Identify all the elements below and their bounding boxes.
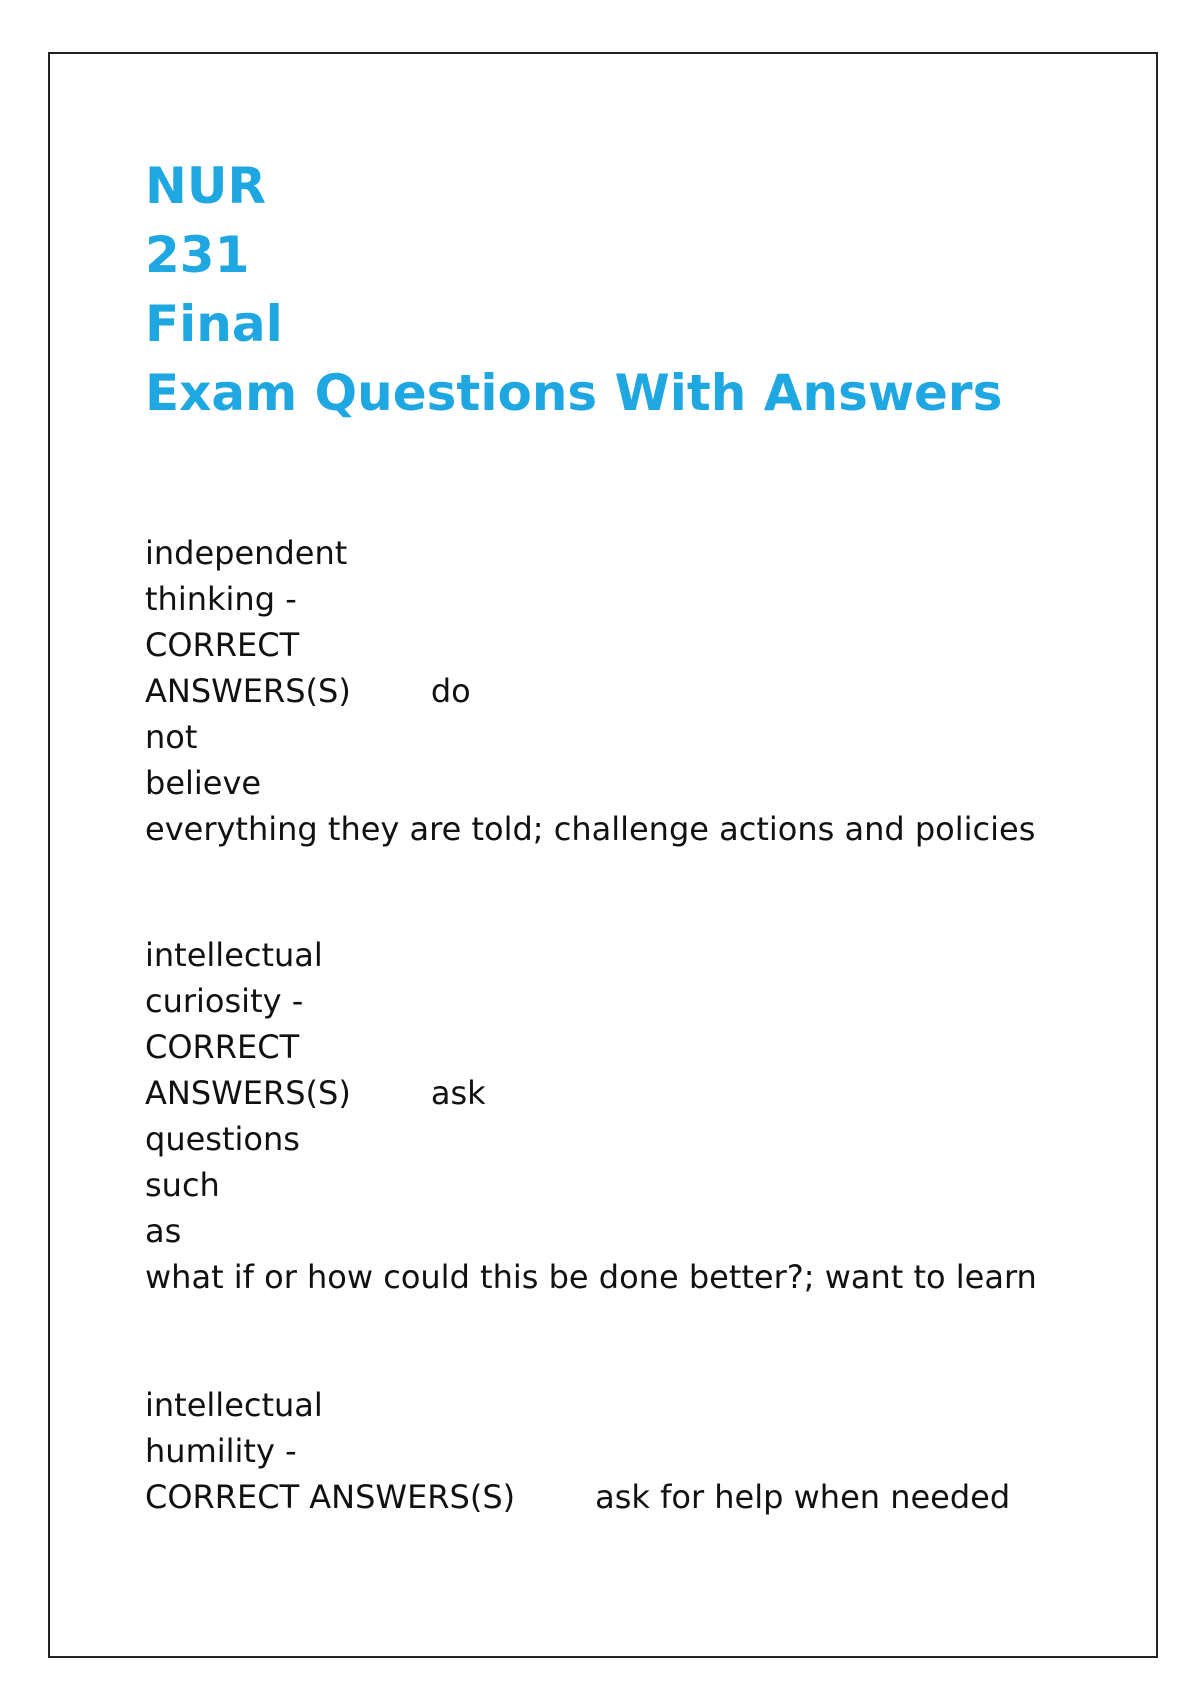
- answer-label: CORRECT: [145, 1028, 300, 1066]
- title-line-final: Final: [145, 295, 283, 353]
- title-line-course: NUR: [145, 157, 266, 215]
- answer-text: what if or how could this be done better?; want to learn: [145, 1258, 1037, 1296]
- document-title: [145, 152, 1002, 428]
- answer-text: do: [430, 672, 471, 710]
- answer-label: ANSWERS(S): [145, 672, 351, 710]
- question-block-independent-thinking: [145, 530, 1035, 852]
- question-term: intellectual: [145, 936, 323, 974]
- answer-label: CORRECT: [145, 626, 300, 664]
- answer-label: ANSWERS(S): [145, 1074, 351, 1112]
- answer-text: questions: [145, 1120, 300, 1158]
- question-term: thinking -: [145, 580, 297, 618]
- answer-text: believe: [145, 764, 262, 802]
- answer-text: not: [145, 718, 198, 756]
- question-term: intellectual: [145, 1386, 323, 1424]
- answer-text: such: [145, 1166, 220, 1204]
- question-block-intellectual-curiosity: [145, 932, 1037, 1300]
- title-line-number: 231: [145, 226, 250, 284]
- question-term: independent: [145, 534, 348, 572]
- question-block-intellectual-humility: [145, 1382, 1010, 1520]
- question-term: humility -: [145, 1432, 297, 1470]
- question-term: curiosity -: [145, 982, 304, 1020]
- answer-label: CORRECT ANSWERS(S): [145, 1478, 516, 1516]
- title-line-subtitle: Exam Questions With Answers: [145, 364, 1003, 422]
- answer-text: as: [145, 1212, 182, 1250]
- answer-text: ask: [430, 1074, 486, 1112]
- answer-text: ask for help when needed: [595, 1478, 1011, 1516]
- answer-text: everything they are told; challenge actions and policies: [145, 810, 1036, 848]
